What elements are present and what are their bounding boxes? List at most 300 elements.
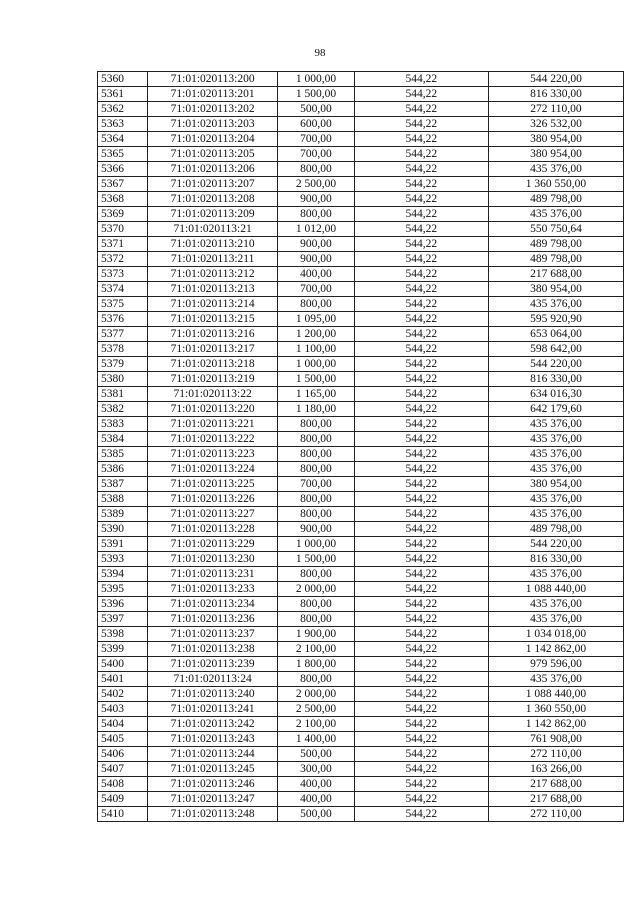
area-cell: 1 800,00 — [278, 657, 355, 672]
area-cell: 2 100,00 — [278, 717, 355, 732]
row-number-cell: 5368 — [98, 192, 148, 207]
rate-cell: 544,22 — [354, 177, 488, 192]
row-number-cell: 5367 — [98, 177, 148, 192]
row-number-cell: 5374 — [98, 282, 148, 297]
rate-cell: 544,22 — [354, 582, 488, 597]
cadastral-value-cell: 816 330,00 — [488, 372, 623, 387]
row-number-cell: 5397 — [98, 612, 148, 627]
cadastral-value-cell: 489 798,00 — [488, 252, 623, 267]
cadastral-number-cell: 71:01:020113:214 — [148, 297, 278, 312]
area-cell: 300,00 — [278, 762, 355, 777]
area-cell: 400,00 — [278, 267, 355, 282]
rate-cell: 544,22 — [354, 432, 488, 447]
row-number-cell: 5382 — [98, 402, 148, 417]
row-number-cell: 5410 — [98, 807, 148, 822]
row-number-cell: 5399 — [98, 642, 148, 657]
table-row — [98, 72, 624, 87]
area-cell: 900,00 — [278, 522, 355, 537]
rate-cell: 544,22 — [354, 192, 488, 207]
table-body — [98, 72, 624, 822]
table-row — [98, 522, 624, 537]
cadastral-value-cell: 489 798,00 — [488, 192, 623, 207]
cadastral-value-cell: 550 750,64 — [488, 222, 623, 237]
cadastral-number-cell: 71:01:020113:218 — [148, 357, 278, 372]
cadastral-number-cell: 71:01:020113:21 — [148, 222, 278, 237]
rate-cell: 544,22 — [354, 357, 488, 372]
cadastral-number-cell: 71:01:020113:248 — [148, 807, 278, 822]
table-row — [98, 552, 624, 567]
table-row — [98, 87, 624, 102]
row-number-cell: 5400 — [98, 657, 148, 672]
rate-cell: 544,22 — [354, 282, 488, 297]
table-row — [98, 192, 624, 207]
cadastral-value-cell: 217 688,00 — [488, 777, 623, 792]
row-number-cell: 5390 — [98, 522, 148, 537]
cadastral-number-cell: 71:01:020113:228 — [148, 522, 278, 537]
area-cell: 800,00 — [278, 432, 355, 447]
area-cell: 800,00 — [278, 507, 355, 522]
table-row — [98, 372, 624, 387]
cadastral-number-cell: 71:01:020113:210 — [148, 237, 278, 252]
table-row — [98, 117, 624, 132]
cadastral-number-cell: 71:01:020113:243 — [148, 732, 278, 747]
cadastral-value-cell: 435 376,00 — [488, 417, 623, 432]
rate-cell: 544,22 — [354, 72, 488, 87]
rate-cell: 544,22 — [354, 687, 488, 702]
table-row — [98, 582, 624, 597]
row-number-cell: 5377 — [98, 327, 148, 342]
area-cell: 1 180,00 — [278, 402, 355, 417]
cadastral-value-cell: 435 376,00 — [488, 432, 623, 447]
area-cell: 1 100,00 — [278, 342, 355, 357]
area-cell: 1 000,00 — [278, 357, 355, 372]
rate-cell: 544,22 — [354, 657, 488, 672]
area-cell: 500,00 — [278, 747, 355, 762]
area-cell: 800,00 — [278, 567, 355, 582]
rate-cell: 544,22 — [354, 537, 488, 552]
table-row — [98, 237, 624, 252]
row-number-cell: 5384 — [98, 432, 148, 447]
table-row — [98, 807, 624, 822]
rate-cell: 544,22 — [354, 132, 488, 147]
row-number-cell: 5402 — [98, 687, 148, 702]
rate-cell: 544,22 — [354, 117, 488, 132]
table-row — [98, 432, 624, 447]
area-cell: 800,00 — [278, 297, 355, 312]
area-cell: 2 000,00 — [278, 582, 355, 597]
table-row — [98, 672, 624, 687]
row-number-cell: 5403 — [98, 702, 148, 717]
cadastral-value-cell: 380 954,00 — [488, 147, 623, 162]
row-number-cell: 5395 — [98, 582, 148, 597]
cadastral-number-cell: 71:01:020113:247 — [148, 792, 278, 807]
row-number-cell: 5370 — [98, 222, 148, 237]
cadastral-number-cell: 71:01:020113:202 — [148, 102, 278, 117]
area-cell: 800,00 — [278, 612, 355, 627]
cadastral-number-cell: 71:01:020113:229 — [148, 537, 278, 552]
cadastral-value-cell: 1 142 862,00 — [488, 642, 623, 657]
cadastral-number-cell: 71:01:020113:221 — [148, 417, 278, 432]
table-row — [98, 252, 624, 267]
cadastral-value-cell: 435 376,00 — [488, 672, 623, 687]
cadastral-value-cell: 544 220,00 — [488, 537, 623, 552]
cadastral-value-cell: 326 532,00 — [488, 117, 623, 132]
cadastral-value-cell: 816 330,00 — [488, 552, 623, 567]
cadastral-value-cell: 380 954,00 — [488, 132, 623, 147]
table-row — [98, 477, 624, 492]
area-cell: 900,00 — [278, 252, 355, 267]
rate-cell: 544,22 — [354, 777, 488, 792]
cadastral-number-cell: 71:01:020113:242 — [148, 717, 278, 732]
rate-cell: 544,22 — [354, 162, 488, 177]
cadastral-value-cell: 1 088 440,00 — [488, 687, 623, 702]
area-cell: 800,00 — [278, 417, 355, 432]
row-number-cell: 5378 — [98, 342, 148, 357]
rate-cell: 544,22 — [354, 807, 488, 822]
rate-cell: 544,22 — [354, 642, 488, 657]
rate-cell: 544,22 — [354, 417, 488, 432]
area-cell: 1 900,00 — [278, 627, 355, 642]
cadastral-value-cell: 1 360 550,00 — [488, 177, 623, 192]
cadastral-number-cell: 71:01:020113:238 — [148, 642, 278, 657]
area-cell: 500,00 — [278, 807, 355, 822]
rate-cell: 544,22 — [354, 267, 488, 282]
row-number-cell: 5389 — [98, 507, 148, 522]
rate-cell: 544,22 — [354, 207, 488, 222]
row-number-cell: 5386 — [98, 462, 148, 477]
cadastral-number-cell: 71:01:020113:223 — [148, 447, 278, 462]
rate-cell: 544,22 — [354, 732, 488, 747]
area-cell: 1 012,00 — [278, 222, 355, 237]
cadastral-number-cell: 71:01:020113:22 — [148, 387, 278, 402]
cadastral-number-cell: 71:01:020113:203 — [148, 117, 278, 132]
cadastral-value-cell: 598 642,00 — [488, 342, 623, 357]
cadastral-number-cell: 71:01:020113:220 — [148, 402, 278, 417]
cadastral-number-cell: 71:01:020113:224 — [148, 462, 278, 477]
cadastral-value-cell: 272 110,00 — [488, 102, 623, 117]
rate-cell: 544,22 — [354, 252, 488, 267]
row-number-cell: 5372 — [98, 252, 148, 267]
cadastral-number-cell: 71:01:020113:219 — [148, 372, 278, 387]
cadastral-value-cell: 761 908,00 — [488, 732, 623, 747]
cadastral-value-cell: 380 954,00 — [488, 477, 623, 492]
cadastral-value-cell: 544 220,00 — [488, 357, 623, 372]
table-row — [98, 537, 624, 552]
rate-cell: 544,22 — [354, 792, 488, 807]
rate-cell: 544,22 — [354, 522, 488, 537]
row-number-cell: 5401 — [98, 672, 148, 687]
table-row — [98, 387, 624, 402]
table-row — [98, 327, 624, 342]
cadastral-number-cell: 71:01:020113:201 — [148, 87, 278, 102]
row-number-cell: 5387 — [98, 477, 148, 492]
cadastral-value-cell: 272 110,00 — [488, 807, 623, 822]
table-row — [98, 297, 624, 312]
rate-cell: 544,22 — [354, 492, 488, 507]
row-number-cell: 5380 — [98, 372, 148, 387]
row-number-cell: 5381 — [98, 387, 148, 402]
row-number-cell: 5407 — [98, 762, 148, 777]
row-number-cell: 5376 — [98, 312, 148, 327]
table-row — [98, 312, 624, 327]
cadastral-value-cell: 435 376,00 — [488, 207, 623, 222]
area-cell: 800,00 — [278, 597, 355, 612]
row-number-cell: 5360 — [98, 72, 148, 87]
cadastral-number-cell: 71:01:020113:236 — [148, 612, 278, 627]
cadastral-value-cell: 380 954,00 — [488, 282, 623, 297]
cadastral-number-cell: 71:01:020113:212 — [148, 267, 278, 282]
rate-cell: 544,22 — [354, 312, 488, 327]
table-row — [98, 132, 624, 147]
table-row — [98, 597, 624, 612]
cadastral-value-cell: 489 798,00 — [488, 522, 623, 537]
table-row — [98, 657, 624, 672]
table-row — [98, 732, 624, 747]
cadastral-value-cell: 435 376,00 — [488, 597, 623, 612]
row-number-cell: 5363 — [98, 117, 148, 132]
cadastral-number-cell: 71:01:020113:217 — [148, 342, 278, 357]
table-row — [98, 747, 624, 762]
rate-cell: 544,22 — [354, 567, 488, 582]
row-number-cell: 5405 — [98, 732, 148, 747]
area-cell: 600,00 — [278, 117, 355, 132]
table-row — [98, 567, 624, 582]
rate-cell: 544,22 — [354, 507, 488, 522]
cadastral-number-cell: 71:01:020113:227 — [148, 507, 278, 522]
cadastral-number-cell: 71:01:020113:211 — [148, 252, 278, 267]
table-row — [98, 447, 624, 462]
table-row — [98, 177, 624, 192]
rate-cell: 544,22 — [354, 402, 488, 417]
area-cell: 1 000,00 — [278, 72, 355, 87]
cadastral-number-cell: 71:01:020113:24 — [148, 672, 278, 687]
area-cell: 1 165,00 — [278, 387, 355, 402]
rate-cell: 544,22 — [354, 387, 488, 402]
rate-cell: 544,22 — [354, 102, 488, 117]
area-cell: 1 400,00 — [278, 732, 355, 747]
page-number: 98 — [314, 47, 326, 59]
rate-cell: 544,22 — [354, 702, 488, 717]
table-row — [98, 642, 624, 657]
area-cell: 700,00 — [278, 147, 355, 162]
area-cell: 700,00 — [278, 282, 355, 297]
cadastral-value-cell: 272 110,00 — [488, 747, 623, 762]
cadastral-value-cell: 435 376,00 — [488, 612, 623, 627]
table-row — [98, 627, 624, 642]
row-number-cell: 5365 — [98, 147, 148, 162]
rate-cell: 544,22 — [354, 627, 488, 642]
row-number-cell: 5371 — [98, 237, 148, 252]
table-row — [98, 612, 624, 627]
area-cell: 900,00 — [278, 192, 355, 207]
row-number-cell: 5393 — [98, 552, 148, 567]
table-row — [98, 762, 624, 777]
area-cell: 1 500,00 — [278, 87, 355, 102]
table-row — [98, 492, 624, 507]
cadastral-number-cell: 71:01:020113:215 — [148, 312, 278, 327]
row-number-cell: 5394 — [98, 567, 148, 582]
cadastral-value-cell: 435 376,00 — [488, 447, 623, 462]
cadastral-value-cell: 595 920,90 — [488, 312, 623, 327]
table-row — [98, 282, 624, 297]
cadastral-number-cell: 71:01:020113:206 — [148, 162, 278, 177]
cadastre-value-table — [97, 71, 624, 822]
rate-cell: 544,22 — [354, 477, 488, 492]
row-number-cell: 5366 — [98, 162, 148, 177]
cadastral-value-cell: 634 016,30 — [488, 387, 623, 402]
area-cell: 400,00 — [278, 777, 355, 792]
cadastral-number-cell: 71:01:020113:205 — [148, 147, 278, 162]
area-cell: 800,00 — [278, 207, 355, 222]
row-number-cell: 5373 — [98, 267, 148, 282]
row-number-cell: 5383 — [98, 417, 148, 432]
table-row — [98, 687, 624, 702]
table-row — [98, 207, 624, 222]
rate-cell: 544,22 — [354, 222, 488, 237]
table-row — [98, 507, 624, 522]
cadastral-number-cell: 71:01:020113:234 — [148, 597, 278, 612]
cadastral-value-cell: 544 220,00 — [488, 72, 623, 87]
cadastral-value-cell: 1 034 018,00 — [488, 627, 623, 642]
area-cell: 400,00 — [278, 792, 355, 807]
cadastral-value-cell: 1 088 440,00 — [488, 582, 623, 597]
table-row — [98, 462, 624, 477]
row-number-cell: 5408 — [98, 777, 148, 792]
row-number-cell: 5369 — [98, 207, 148, 222]
rate-cell: 544,22 — [354, 762, 488, 777]
area-cell: 2 000,00 — [278, 687, 355, 702]
rate-cell: 544,22 — [354, 87, 488, 102]
area-cell: 800,00 — [278, 492, 355, 507]
row-number-cell: 5396 — [98, 597, 148, 612]
cadastral-value-cell: 1 142 862,00 — [488, 717, 623, 732]
rate-cell: 544,22 — [354, 372, 488, 387]
area-cell: 700,00 — [278, 477, 355, 492]
row-number-cell: 5361 — [98, 87, 148, 102]
area-cell: 800,00 — [278, 162, 355, 177]
cadastral-value-cell: 1 360 550,00 — [488, 702, 623, 717]
area-cell: 500,00 — [278, 102, 355, 117]
area-cell: 800,00 — [278, 672, 355, 687]
cadastral-number-cell: 71:01:020113:230 — [148, 552, 278, 567]
table-row — [98, 417, 624, 432]
rate-cell: 544,22 — [354, 447, 488, 462]
table-row — [98, 342, 624, 357]
rate-cell: 544,22 — [354, 612, 488, 627]
cadastral-number-cell: 71:01:020113:245 — [148, 762, 278, 777]
table-row — [98, 357, 624, 372]
row-number-cell: 5409 — [98, 792, 148, 807]
row-number-cell: 5375 — [98, 297, 148, 312]
cadastral-number-cell: 71:01:020113:244 — [148, 747, 278, 762]
row-number-cell: 5406 — [98, 747, 148, 762]
rate-cell: 544,22 — [354, 462, 488, 477]
rate-cell: 544,22 — [354, 342, 488, 357]
table-row — [98, 162, 624, 177]
cadastral-number-cell: 71:01:020113:246 — [148, 777, 278, 792]
cadastral-value-cell: 435 376,00 — [488, 297, 623, 312]
rate-cell: 544,22 — [354, 597, 488, 612]
row-number-cell: 5391 — [98, 537, 148, 552]
area-cell: 700,00 — [278, 132, 355, 147]
table-row — [98, 717, 624, 732]
cadastral-value-cell: 642 179,60 — [488, 402, 623, 417]
area-cell: 2 500,00 — [278, 177, 355, 192]
row-number-cell: 5388 — [98, 492, 148, 507]
row-number-cell: 5362 — [98, 102, 148, 117]
cadastral-value-cell: 217 688,00 — [488, 267, 623, 282]
row-number-cell: 5379 — [98, 357, 148, 372]
cadastral-number-cell: 71:01:020113:216 — [148, 327, 278, 342]
cadastral-value-cell: 435 376,00 — [488, 162, 623, 177]
cadastral-value-cell: 489 798,00 — [488, 237, 623, 252]
cadastral-number-cell: 71:01:020113:237 — [148, 627, 278, 642]
cadastral-value-cell: 653 064,00 — [488, 327, 623, 342]
rate-cell: 544,22 — [354, 147, 488, 162]
area-cell: 1 500,00 — [278, 372, 355, 387]
cadastral-number-cell: 71:01:020113:239 — [148, 657, 278, 672]
cadastral-number-cell: 71:01:020113:231 — [148, 567, 278, 582]
area-cell: 2 100,00 — [278, 642, 355, 657]
rate-cell: 544,22 — [354, 297, 488, 312]
cadastral-value-cell: 435 376,00 — [488, 462, 623, 477]
rate-cell: 544,22 — [354, 717, 488, 732]
cadastral-value-cell: 816 330,00 — [488, 87, 623, 102]
row-number-cell: 5404 — [98, 717, 148, 732]
area-cell: 800,00 — [278, 462, 355, 477]
rate-cell: 544,22 — [354, 747, 488, 762]
table-row — [98, 777, 624, 792]
cadastral-number-cell: 71:01:020113:209 — [148, 207, 278, 222]
table-row — [98, 792, 624, 807]
cadastral-number-cell: 71:01:020113:222 — [148, 432, 278, 447]
row-number-cell: 5364 — [98, 132, 148, 147]
cadastral-number-cell: 71:01:020113:233 — [148, 582, 278, 597]
rate-cell: 544,22 — [354, 327, 488, 342]
table-row — [98, 402, 624, 417]
row-number-cell: 5398 — [98, 627, 148, 642]
area-cell: 800,00 — [278, 447, 355, 462]
area-cell: 2 500,00 — [278, 702, 355, 717]
cadastral-number-cell: 71:01:020113:225 — [148, 477, 278, 492]
area-cell: 900,00 — [278, 237, 355, 252]
cadastral-number-cell: 71:01:020113:226 — [148, 492, 278, 507]
cadastral-value-cell: 435 376,00 — [488, 567, 623, 582]
cadastral-value-cell: 979 596,00 — [488, 657, 623, 672]
cadastral-value-cell: 435 376,00 — [488, 492, 623, 507]
rate-cell: 544,22 — [354, 552, 488, 567]
area-cell: 1 000,00 — [278, 537, 355, 552]
table-row — [98, 267, 624, 282]
cadastral-number-cell: 71:01:020113:204 — [148, 132, 278, 147]
row-number-cell: 5385 — [98, 447, 148, 462]
cadastral-number-cell: 71:01:020113:241 — [148, 702, 278, 717]
cadastral-value-cell: 435 376,00 — [488, 507, 623, 522]
cadastral-number-cell: 71:01:020113:200 — [148, 72, 278, 87]
table-row — [98, 702, 624, 717]
cadastral-value-cell: 163 266,00 — [488, 762, 623, 777]
area-cell: 1 500,00 — [278, 552, 355, 567]
cadastral-number-cell: 71:01:020113:213 — [148, 282, 278, 297]
cadastral-number-cell: 71:01:020113:240 — [148, 687, 278, 702]
cadastral-number-cell: 71:01:020113:207 — [148, 177, 278, 192]
table-row — [98, 102, 624, 117]
table-row — [98, 222, 624, 237]
cadastral-value-cell: 217 688,00 — [488, 792, 623, 807]
area-cell: 1 095,00 — [278, 312, 355, 327]
area-cell: 1 200,00 — [278, 327, 355, 342]
table-row — [98, 147, 624, 162]
